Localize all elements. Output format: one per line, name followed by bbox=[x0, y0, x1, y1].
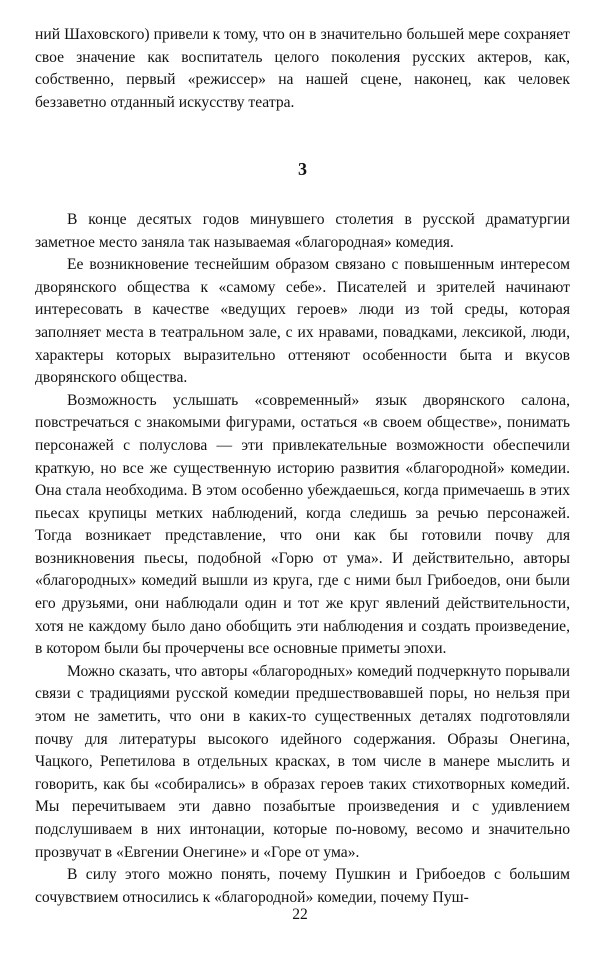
paragraph-1: В конце десятых годов минувшего столетия в русской драматургии заметное место заняла так называемая «благородная» комедия. bbox=[35, 210, 570, 251]
section-number: 3 bbox=[298, 159, 307, 180]
intro-paragraph: ний Шаховского) привели к тому, что он в значительно большей мере сохраняет свое значение как воспитатель целого поколения русских актеров, как, собственно, первый «режиссер» на нашей сцене, наконец, как человек беззаветно отданный искусству театра. bbox=[35, 26, 570, 111]
paragraph-5: В силу этого можно понять, почему Пушкин и Грибоедов с большим сочувствием относились к «благородной» комедии, почему Пуш- bbox=[35, 866, 570, 906]
paragraph-2: Ее возникновение теснейшим образом связано с повышенным интересом дворянского общества к «самому себе». Писателей и зрителей начинают интересовать в качестве «ведущих героев» люди из той среды, которая заполняет места в театральном зале, с их нравами, повадками, лексикой, люди, характеры которых выразительно оттеняют особенности быта и вкусов дворянского общества. bbox=[35, 256, 570, 387]
paragraph-4: Можно сказать, что авторы «благородных» комедий подчеркнуто порывали связи с традициями русской комедии предшествовавшей поры, но нельзя при этом не заметить, что они в каких-то существенных деталях подготовляли почву для литературы высокого идейного содержания. Образы Онегина, Чацкого, Репетилова в отдельных красках, в том числе в манере мыслить и говорить, как бы «собирались» в образах героев таких стихотворных комедий. Мы перечитываем эти давно позабытые произведения и с удивлением подслушиваем в них интонации, которые по-новому, весомо и значительно прозвучат в «Евгении Онегине» и «Горе от ума». bbox=[35, 662, 570, 861]
page-text bbox=[35, 24, 570, 909]
page-number: 22 bbox=[292, 906, 308, 923]
paragraph-3: Возможность услышать «современный» язык дворянского салона, повстречаться с знакомыми фигурами, остаться «в своем обществе», понимать персонажей с полуслова — эти привлекательные возможности обеспечили краткую, но все же существенную историю развития «благородной» комедии. Она стала необходима. В этом особенно убеждаешься, когда примечаешь в этих пьесах крупицы метких наблюдений, когда следишь за речью персонажей. Тогда возникает представление, что они как бы готовили почву для возникновения пьесы, подобной «Горю от ума». И действительно, авторы «благородных» комедий вышли из круга, где с ними был Грибоедов, они были его друзьями, они наблюдали один и тот же круг явлений действительности, хотя не каждому было дано обобщить эти наблюдения и создать произведение, в котором были бы прочерчены все основные приметы эпохи. bbox=[35, 391, 570, 658]
